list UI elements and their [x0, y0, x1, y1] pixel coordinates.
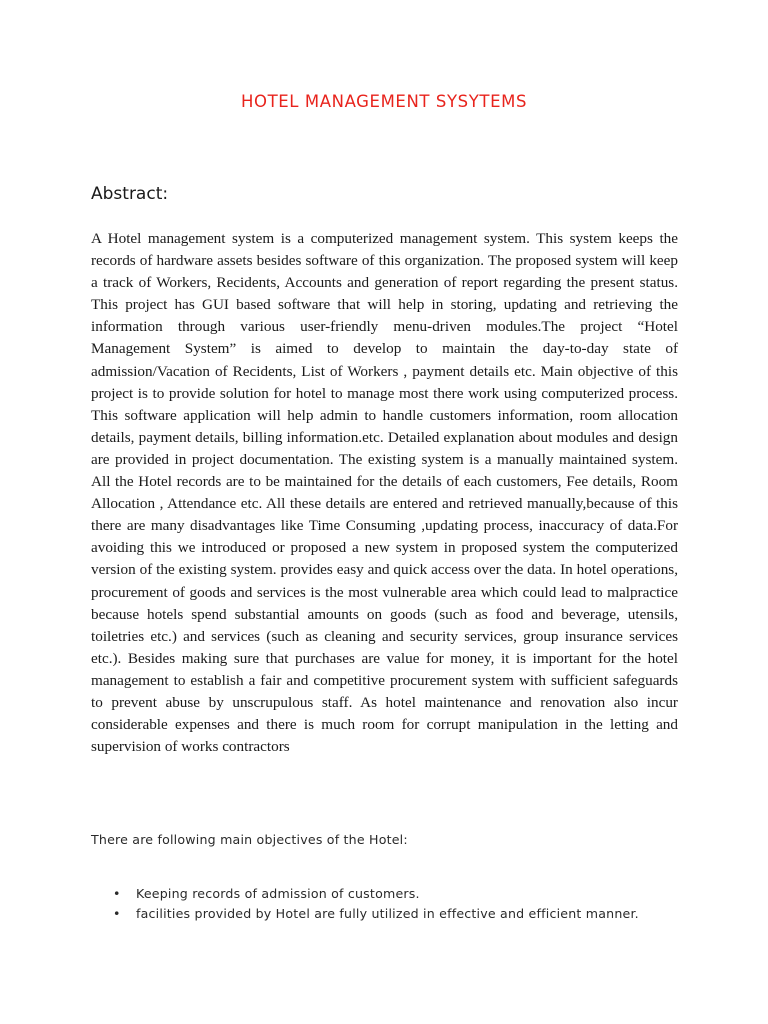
objective-text: facilities provided by Hotel are fully utilized in effective and efficient manner. [136, 905, 639, 921]
bullet-icon: • [113, 886, 121, 901]
bullet-icon: • [113, 905, 121, 921]
list-item [113, 884, 713, 904]
document-title: HOTEL MANAGEMENT SYSYTEMS [240, 92, 528, 111]
abstract-paragraph: A Hotel management system is a computerized management system. This system keeps the records of hardware assets besides software of this organization. The proposed system will keep a track of Workers, Recidents, Accounts and generation of report regarding the present status. This project has GUI based software that will help in storing, updating and retrieving the information through various user-friendly menu-driven modules.The project “Hotel Management System” is aimed to develop to maintain the day-to-day state of admission/Vacation of Recidents, List of Workers , payment details etc. Main objective of this project is to provide solution for hotel to manage most there work using computerized process. This software application will help admin to handle customers information, room allocation details, payment details, billing information.etc. Detailed explanation about modules and design are provided in project documentation. The existing system is a manually maintained system. All the Hotel records are to be maintained for the details of each customers, Fee details, Room Allocation , Attendance etc. All these details are entered and retrieved manually,because of this there are many disadvantages like Time Consuming ,updating process, inaccuracy of data.For avoiding this we introduced or proposed a new system in proposed system the computerized version of the existing system. provides easy and quick access over the data. In hotel operations, procurement of goods and services is the most vulnerable area which could lead to malpractice because hotels spend substantial amounts on goods (such as food and beverage, utensils, toiletries etc.) and services (such as cleaning and security services, group insurance services etc.). Besides making sure that purchases are value for money, it is important for the hotel management to establish a fair and competitive procurement system with sufficient safeguards to prevent abuse by unscrupulous staff. As hotel maintenance and renovation also incur considerable expenses and there is much room for corrupt manipulation in the letting and supervision of works contractors [91, 230, 678, 756]
objectives-list [113, 884, 713, 923]
objective-text: Keeping records of admission of customers. [136, 886, 420, 901]
list-item [113, 904, 713, 924]
objectives-intro: There are following main objectives of the Hotel: [91, 832, 408, 847]
abstract-heading: Abstract: [91, 184, 169, 204]
